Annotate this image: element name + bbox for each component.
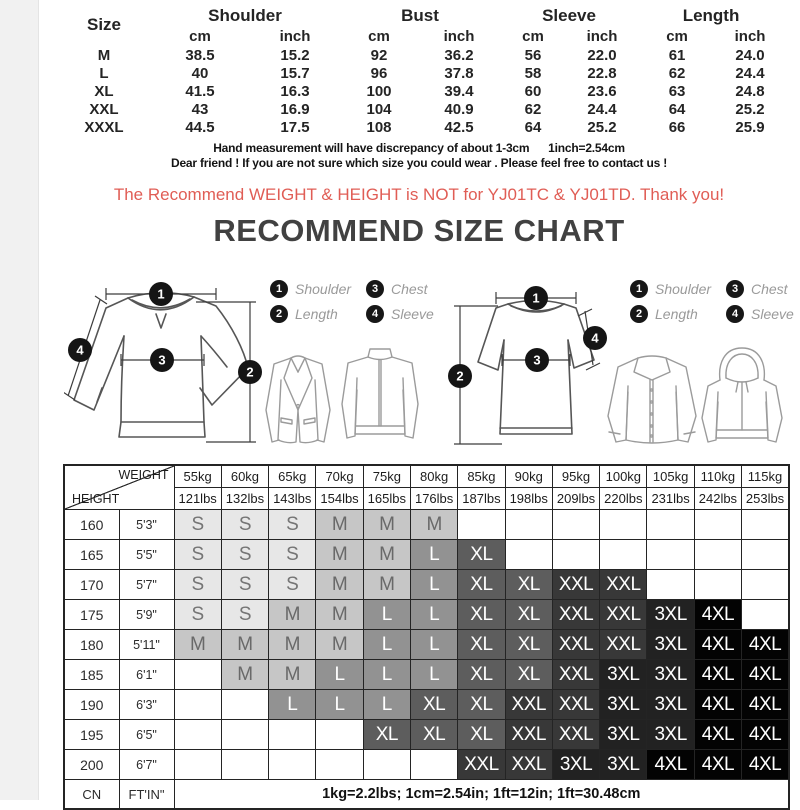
size-value: 22.0: [587, 46, 617, 64]
empty-cell: [552, 510, 599, 540]
size-value: 64: [524, 118, 542, 136]
height-ftin: 5'11": [119, 630, 174, 660]
weight-kg: 105kg: [647, 465, 694, 488]
recommended-size-cell: XXL: [505, 720, 552, 750]
recommended-size-cell: 4XL: [742, 630, 789, 660]
marker-length: [448, 364, 472, 388]
size-value: 38.5: [185, 46, 215, 64]
height-cm: 195: [64, 720, 119, 750]
recommended-size-cell: L: [363, 630, 410, 660]
legend-num-icon: 4: [366, 305, 384, 323]
size-value: 41.5: [185, 82, 215, 100]
shirt-icon: [606, 354, 698, 450]
height-ftin: 5'9": [119, 600, 174, 630]
weight-lbs: 231lbs: [647, 488, 694, 510]
legend-item-shoulder: 1 Shoulder: [270, 280, 366, 298]
size-value: 60: [524, 82, 542, 100]
legend-num-icon: 2: [630, 305, 648, 323]
recommended-size-cell: S: [269, 570, 316, 600]
recommended-size-cell: 4XL: [694, 600, 741, 630]
unit-cm: cm: [368, 28, 390, 45]
recommended-size-cell: M: [363, 570, 410, 600]
weight-kg: 65kg: [269, 465, 316, 488]
recommended-size-cell: XL: [505, 570, 552, 600]
recommended-size-cell: XL: [505, 630, 552, 660]
empty-cell: [174, 660, 221, 690]
empty-cell: [505, 510, 552, 540]
marker-shoulder: [524, 286, 548, 310]
recommended-size-cell: L: [363, 600, 410, 630]
legend-num-icon: 1: [630, 280, 648, 298]
size-value: 16.9: [280, 100, 310, 118]
measurement-note: Hand measurement will have discrepancy of about 1-3cm 1inch=2.54cm: [213, 141, 625, 155]
recommended-size-cell: 4XL: [742, 690, 789, 720]
size-value: 17.5: [280, 118, 310, 136]
legend-num-icon: 4: [726, 305, 744, 323]
size-value: 40: [191, 64, 209, 82]
recommended-size-cell: S: [221, 510, 268, 540]
sweatshirt-diagram: [64, 274, 264, 459]
weight-lbs: 154lbs: [316, 488, 363, 510]
height-ftin: 5'3": [119, 510, 174, 540]
weight-lbs: 132lbs: [221, 488, 268, 510]
recommended-size-cell: 4XL: [742, 660, 789, 690]
empty-cell: [174, 690, 221, 720]
height-ftin: 6'7": [119, 750, 174, 780]
conversion-note: 1kg=2.2lbs; 1cm=2.54in; 1ft=12in; 1ft=30.48cm: [174, 780, 789, 810]
weight-lbs: 187lbs: [458, 488, 505, 510]
size-value: 44.5: [185, 118, 215, 136]
recommended-size-cell: XXL: [505, 750, 552, 780]
weight-kg: 110kg: [694, 465, 741, 488]
recommended-size-cell: 4XL: [694, 720, 741, 750]
unit-cm: cm: [522, 28, 544, 45]
size-row: [58, 118, 784, 136]
size-value: 42.5: [444, 118, 474, 136]
matrix-row: [64, 510, 789, 540]
hoodie-icon: [700, 346, 784, 452]
size-value: 56: [524, 46, 542, 64]
group-shoulder: Shoulder: [208, 5, 282, 25]
size-value: 16.3: [280, 82, 310, 100]
recommended-size-cell: M: [410, 510, 457, 540]
matrix-row: [64, 750, 789, 780]
legend-left: [270, 280, 454, 323]
recommended-size-cell: 3XL: [647, 690, 694, 720]
size-table: [58, 4, 784, 136]
size-value: 96: [370, 64, 388, 82]
size-value: 61: [668, 46, 686, 64]
empty-cell: [316, 750, 363, 780]
recommended-size-cell: XXL: [505, 690, 552, 720]
size-value: 40.9: [444, 100, 474, 118]
recommended-size-cell: XL: [458, 720, 505, 750]
height-cm: 160: [64, 510, 119, 540]
recommended-size-cell: S: [269, 540, 316, 570]
recommended-size-cell: M: [363, 510, 410, 540]
height-cm: 200: [64, 750, 119, 780]
recommended-size-cell: 3XL: [600, 750, 647, 780]
recommended-size-cell: 4XL: [742, 750, 789, 780]
recommended-size-cell: 3XL: [647, 660, 694, 690]
recommended-size-cell: XXL: [552, 660, 599, 690]
size-value: 24.0: [735, 46, 765, 64]
size-row: [58, 64, 784, 82]
recommended-size-cell: XXL: [600, 630, 647, 660]
recommended-size-cell: XXL: [458, 750, 505, 780]
empty-cell: [316, 720, 363, 750]
empty-cell: [694, 540, 741, 570]
size-value: 64: [668, 100, 686, 118]
height-ftin: 6'5": [119, 720, 174, 750]
size-value: 24.4: [735, 64, 765, 82]
weight-lbs: 242lbs: [694, 488, 741, 510]
recommended-size-cell: XL: [505, 600, 552, 630]
weight-kg: 80kg: [410, 465, 457, 488]
weight-lbs: 198lbs: [505, 488, 552, 510]
page-left-margin: [0, 0, 39, 800]
empty-cell: [269, 750, 316, 780]
recommended-size-cell: XL: [410, 690, 457, 720]
recommended-size-cell: XL: [458, 630, 505, 660]
marker-chest: [525, 348, 549, 372]
empty-cell: [221, 750, 268, 780]
recommended-size-cell: L: [269, 690, 316, 720]
size-row: [58, 82, 784, 100]
empty-cell: [269, 720, 316, 750]
recommended-size-cell: 3XL: [552, 750, 599, 780]
recommended-size-cell: XL: [458, 540, 505, 570]
size-value: 62: [668, 64, 686, 82]
size-value: 63: [668, 82, 686, 100]
legend-item-sleeve: 4 Sleeve: [726, 305, 800, 323]
empty-cell: [221, 720, 268, 750]
recommended-size-cell: L: [316, 690, 363, 720]
recommended-size-cell: M: [269, 600, 316, 630]
weight-lbs: 176lbs: [410, 488, 457, 510]
size-value: 37.8: [444, 64, 474, 82]
empty-cell: [647, 540, 694, 570]
weight-kg: 90kg: [505, 465, 552, 488]
recommended-size-cell: L: [363, 660, 410, 690]
recommended-size-cell: S: [221, 600, 268, 630]
marker-sleeve: [68, 338, 92, 362]
matrix-footer-row: [64, 780, 789, 810]
empty-cell: [694, 510, 741, 540]
size-name: XL: [94, 82, 114, 100]
svg-text:2: 2: [456, 368, 464, 384]
recommended-size-cell: XXL: [552, 570, 599, 600]
recommended-size-cell: 4XL: [694, 690, 741, 720]
weight-height-notice: The Recommend WEIGHT & HEIGHT is NOT for YJ01TC & YJ01TD. Thank you!: [113, 185, 725, 204]
size-value: 62: [524, 100, 542, 118]
recommended-size-cell: S: [269, 510, 316, 540]
recommended-size-cell: 4XL: [694, 750, 741, 780]
recommended-size-cell: XXL: [600, 600, 647, 630]
height-ftin: 5'7": [119, 570, 174, 600]
height-cm: 175: [64, 600, 119, 630]
weight-kg: 60kg: [221, 465, 268, 488]
blazer-icon: [264, 350, 332, 448]
size-value: 22.8: [587, 64, 617, 82]
recommended-size-cell: XL: [458, 570, 505, 600]
recommended-size-cell: L: [410, 540, 457, 570]
recommended-size-cell: XXL: [552, 690, 599, 720]
height-ftin: 6'3": [119, 690, 174, 720]
matrix-row: [64, 570, 789, 600]
marker-sleeve: [583, 326, 607, 350]
marker-length: [238, 360, 262, 384]
matrix-row: [64, 540, 789, 570]
group-length: Length: [682, 5, 740, 25]
size-value: 36.2: [444, 46, 474, 64]
unit-inch: inch: [734, 28, 766, 45]
size-value: 92: [370, 46, 388, 64]
height-cm: 190: [64, 690, 119, 720]
recommended-size-cell: L: [410, 630, 457, 660]
empty-cell: [552, 540, 599, 570]
size-row: [58, 46, 784, 64]
matrix-row: [64, 600, 789, 630]
recommended-size-cell: 4XL: [647, 750, 694, 780]
recommended-size-cell: M: [316, 540, 363, 570]
svg-text:3: 3: [158, 352, 166, 368]
size-name: L: [99, 64, 109, 82]
diagram-section: [38, 268, 800, 466]
recommended-size-cell: XL: [458, 690, 505, 720]
recommended-size-cell: L: [410, 600, 457, 630]
recommended-size-cell: M: [316, 570, 363, 600]
size-value: 43: [191, 100, 209, 118]
size-row: [58, 100, 784, 118]
size-value: 15.7: [280, 64, 310, 82]
empty-cell: [694, 570, 741, 600]
empty-cell: [742, 600, 789, 630]
recommended-size-cell: 4XL: [694, 660, 741, 690]
size-matrix: [63, 464, 790, 810]
recommended-size-cell: L: [410, 570, 457, 600]
empty-cell: [600, 540, 647, 570]
recommended-size-cell: 3XL: [600, 720, 647, 750]
size-header: Size: [86, 15, 122, 34]
size-value: 25.2: [587, 118, 617, 136]
empty-cell: [742, 510, 789, 540]
height-cm: 180: [64, 630, 119, 660]
empty-cell: [410, 750, 457, 780]
marker-chest: [150, 348, 174, 372]
legend-item-shoulder: 1 Shoulder: [630, 280, 726, 298]
empty-cell: [742, 540, 789, 570]
legend-right: [630, 280, 800, 323]
legend-item-length: 2 Length: [270, 305, 366, 323]
recommended-size-cell: S: [174, 600, 221, 630]
page-title: RECOMMEND SIZE CHART: [213, 213, 625, 248]
size-value: 108: [366, 118, 392, 136]
matrix-row: [64, 660, 789, 690]
group-sleeve: Sleeve: [542, 5, 596, 25]
size-name: M: [97, 46, 111, 64]
weight-kg: 75kg: [363, 465, 410, 488]
size-value: 66: [668, 118, 686, 136]
recommended-size-cell: S: [221, 540, 268, 570]
recommended-size-cell: L: [410, 660, 457, 690]
group-bust: Bust: [401, 5, 439, 25]
recommended-size-cell: M: [316, 510, 363, 540]
weight-kg: 95kg: [552, 465, 599, 488]
svg-text:3: 3: [533, 352, 541, 368]
unit-cm: cm: [189, 28, 211, 45]
weight-lbs: 253lbs: [742, 488, 789, 510]
height-ftin: 6'1": [119, 660, 174, 690]
recommended-size-cell: M: [269, 630, 316, 660]
weight-lbs: 143lbs: [269, 488, 316, 510]
legend-num-icon: 2: [270, 305, 288, 323]
recommended-size-cell: L: [363, 690, 410, 720]
recommended-size-cell: 3XL: [647, 630, 694, 660]
legend-item-length: 2 Length: [630, 305, 726, 323]
unit-inch: inch: [279, 28, 311, 45]
recommended-size-cell: M: [269, 660, 316, 690]
empty-cell: [174, 720, 221, 750]
recommended-size-cell: 3XL: [600, 660, 647, 690]
recommended-size-cell: 4XL: [694, 630, 741, 660]
size-value: 15.2: [280, 46, 310, 64]
recommended-size-cell: M: [316, 600, 363, 630]
size-value: 39.4: [444, 82, 474, 100]
recommended-size-cell: S: [174, 570, 221, 600]
recommended-size-cell: XXL: [600, 570, 647, 600]
empty-cell: [600, 510, 647, 540]
recommended-size-cell: S: [174, 540, 221, 570]
weight-lbs: 121lbs: [174, 488, 221, 510]
footer-ftin: FT'IN": [119, 780, 174, 810]
jacket-icon: [340, 346, 420, 448]
size-name: XXL: [89, 100, 119, 118]
recommended-size-cell: XL: [505, 660, 552, 690]
legend-num-icon: 3: [366, 280, 384, 298]
footer-cn: CN: [64, 780, 119, 810]
empty-cell: [221, 690, 268, 720]
svg-text:4: 4: [591, 330, 599, 346]
size-value: 24.8: [735, 82, 765, 100]
weight-lbs: 220lbs: [600, 488, 647, 510]
unit-inch: inch: [443, 28, 475, 45]
recommended-size-cell: M: [316, 630, 363, 660]
recommended-size-cell: M: [363, 540, 410, 570]
legend-num-icon: 1: [270, 280, 288, 298]
recommended-size-cell: S: [221, 570, 268, 600]
svg-text:2: 2: [246, 364, 254, 380]
unit-inch: inch: [586, 28, 618, 45]
recommended-size-cell: L: [316, 660, 363, 690]
empty-cell: [363, 750, 410, 780]
empty-cell: [742, 570, 789, 600]
weight-kg: 70kg: [316, 465, 363, 488]
size-value: 24.4: [587, 100, 617, 118]
contact-note: Dear friend ! If you are not sure which size you could wear . Please feel free to contact us !: [170, 156, 667, 170]
legend-item-chest: 3 Chest: [726, 280, 800, 298]
matrix-row: [64, 690, 789, 720]
svg-text:1: 1: [532, 290, 540, 306]
matrix-row: [64, 720, 789, 750]
recommended-size-cell: 4XL: [742, 720, 789, 750]
size-value: 25.2: [735, 100, 765, 118]
height-label: HEIGHT: [72, 492, 120, 506]
recommended-size-cell: S: [174, 510, 221, 540]
tshirt-diagram: [440, 276, 622, 456]
recommended-size-cell: 3XL: [647, 720, 694, 750]
empty-cell: [647, 570, 694, 600]
recommended-size-cell: 3XL: [647, 600, 694, 630]
matrix-row: [64, 630, 789, 660]
weight-lbs: 165lbs: [363, 488, 410, 510]
recommended-size-cell: M: [221, 630, 268, 660]
svg-text:1: 1: [157, 286, 165, 302]
recommended-size-cell: XL: [410, 720, 457, 750]
height-cm: 165: [64, 540, 119, 570]
weight-kg: 85kg: [458, 465, 505, 488]
legend-item-chest: 3 Chest: [366, 280, 454, 298]
recommended-size-cell: XXL: [552, 720, 599, 750]
legend-num-icon: 3: [726, 280, 744, 298]
size-value: 25.9: [735, 118, 765, 136]
recommended-size-cell: XXL: [552, 600, 599, 630]
empty-cell: [505, 540, 552, 570]
size-value: 23.6: [587, 82, 617, 100]
recommended-size-cell: XL: [458, 660, 505, 690]
weight-kg: 115kg: [742, 465, 789, 488]
marker-shoulder: [149, 282, 173, 306]
recommended-size-cell: M: [221, 660, 268, 690]
height-ftin: 5'5": [119, 540, 174, 570]
empty-cell: [647, 510, 694, 540]
weight-kg: 55kg: [174, 465, 221, 488]
recommended-size-cell: M: [174, 630, 221, 660]
matrix-body: [64, 510, 789, 780]
recommended-size-cell: XL: [363, 720, 410, 750]
svg-text:4: 4: [76, 342, 84, 358]
size-value: 58: [524, 64, 542, 82]
empty-cell: [174, 750, 221, 780]
height-cm: 170: [64, 570, 119, 600]
recommended-size-cell: XL: [458, 600, 505, 630]
legend-item-sleeve: 4 Sleeve: [366, 305, 454, 323]
recommended-size-cell: XXL: [552, 630, 599, 660]
recommended-size-cell: 3XL: [600, 690, 647, 720]
size-value: 100: [366, 82, 392, 100]
weight-lbs: 209lbs: [552, 488, 599, 510]
empty-cell: [458, 510, 505, 540]
weight-kg: 100kg: [600, 465, 647, 488]
unit-cm: cm: [666, 28, 688, 45]
matrix-corner-cell: [64, 465, 174, 510]
size-name: XXXL: [84, 118, 124, 136]
height-cm: 185: [64, 660, 119, 690]
size-value: 104: [366, 100, 392, 118]
weight-label: WEIGHT: [118, 468, 169, 482]
size-table-body: [58, 46, 784, 136]
